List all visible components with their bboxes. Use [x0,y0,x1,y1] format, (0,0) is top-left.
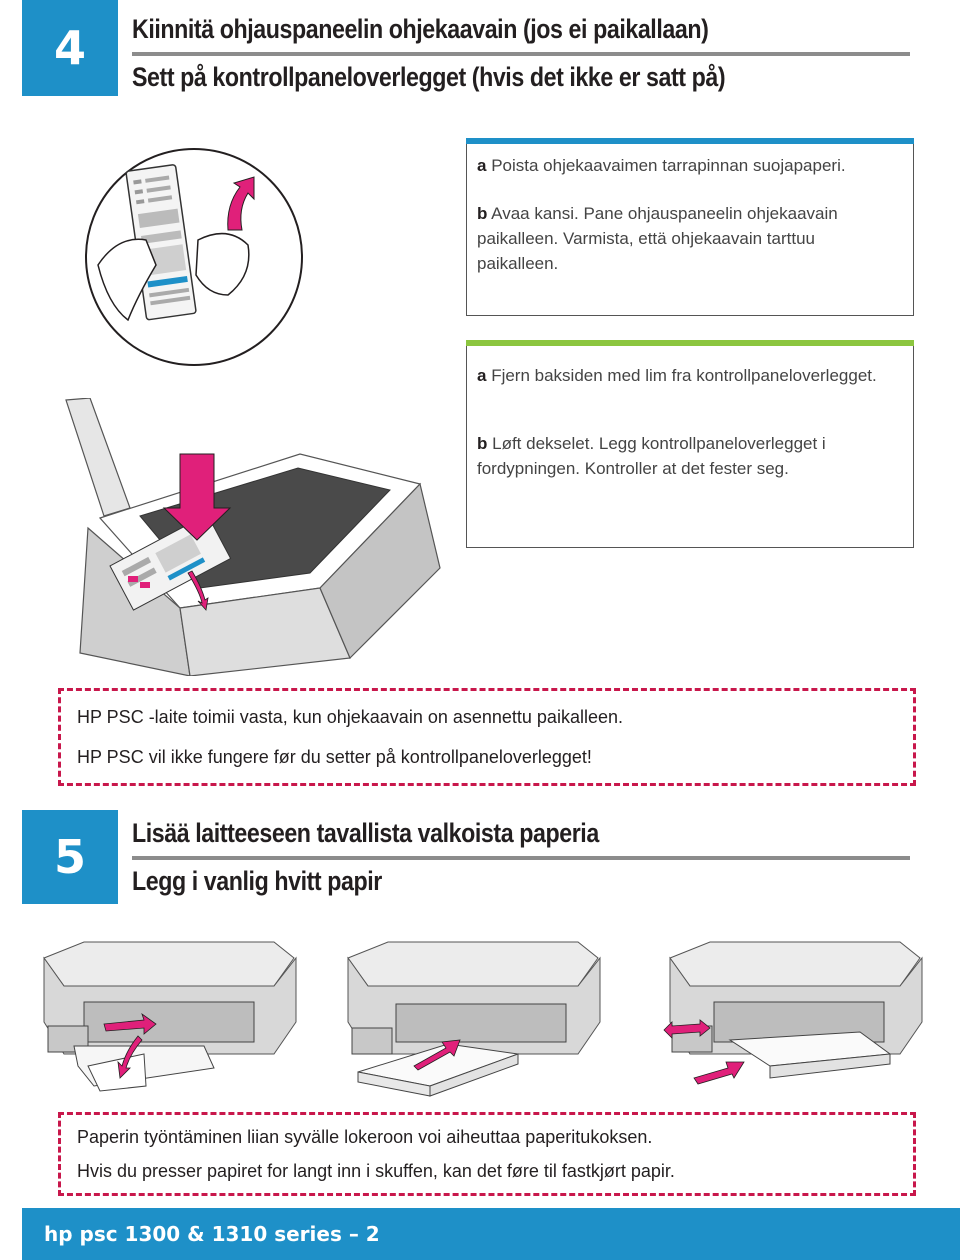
note-text-fi: Paperin työntäminen liian syvälle lokeroon voi aiheuttaa paperitukoksen. [77,1127,653,1147]
note-text-fi: HP PSC -laite toimii vasta, kun ohjekaavain on asennettu paikalleen. [77,707,623,727]
divider-rule [132,856,910,860]
step-4-title-norwegian: Sett på kontrollpaneloverlegget (hvis det ikke er satt på) [132,62,726,92]
note-text-no: HP PSC vil ikke fungere før du setter på kontrollpaneloverlegget! [77,747,592,767]
page-footer: hp psc 1300 & 1310 series – 2 [22,1208,960,1260]
overlay-peel-illustration [78,145,310,370]
instruction-a-no: a Fjern baksiden med lim fra kontrollpaneloverlegget. [477,366,877,385]
instruction-a-fi: a Poista ohjekaavaimen tarrapinnan suojapaperi. [477,156,846,175]
instructions-norwegian [466,340,914,548]
printer-overlay-install-illustration [60,398,460,676]
step-5-title-norwegian: Legg i vanlig hvitt papir [132,866,382,896]
printer-insert-paper-illustration [338,936,608,1098]
accent-bar [466,340,914,346]
accent-bar [466,138,914,144]
instruction-b-fi: b Avaa kansi. Pane ohjauspaneelin ohjekaavain paikalleen. Varmista, että ohjekaavain tarttuu paikalleen. [477,204,838,273]
warning-note-step5 [58,1112,916,1196]
note-text-no: Hvis du presser papiret for langt inn i skuffen, kan det føre til fastkjørt papir. [77,1161,675,1181]
printer-open-tray-illustration [34,936,302,1094]
divider-rule [132,52,910,56]
instructions-finnish [466,138,914,316]
step-5-badge: 5 [22,810,118,904]
warning-note-step4 [58,688,916,786]
step-5-title-finnish: Lisää laitteeseen tavallista valkoista paperia [132,818,599,848]
step-4-title-finnish: Kiinnitä ohjauspaneelin ohjekaavain (jos ei paikallaan) [132,14,709,44]
step-4-badge: 4 [22,0,118,96]
printer-adjust-guide-illustration [660,936,928,1094]
instruction-b-no: b Løft dekselet. Legg kontrollpaneloverlegget i fordypningen. Kontroller at det fester seg. [477,434,826,478]
